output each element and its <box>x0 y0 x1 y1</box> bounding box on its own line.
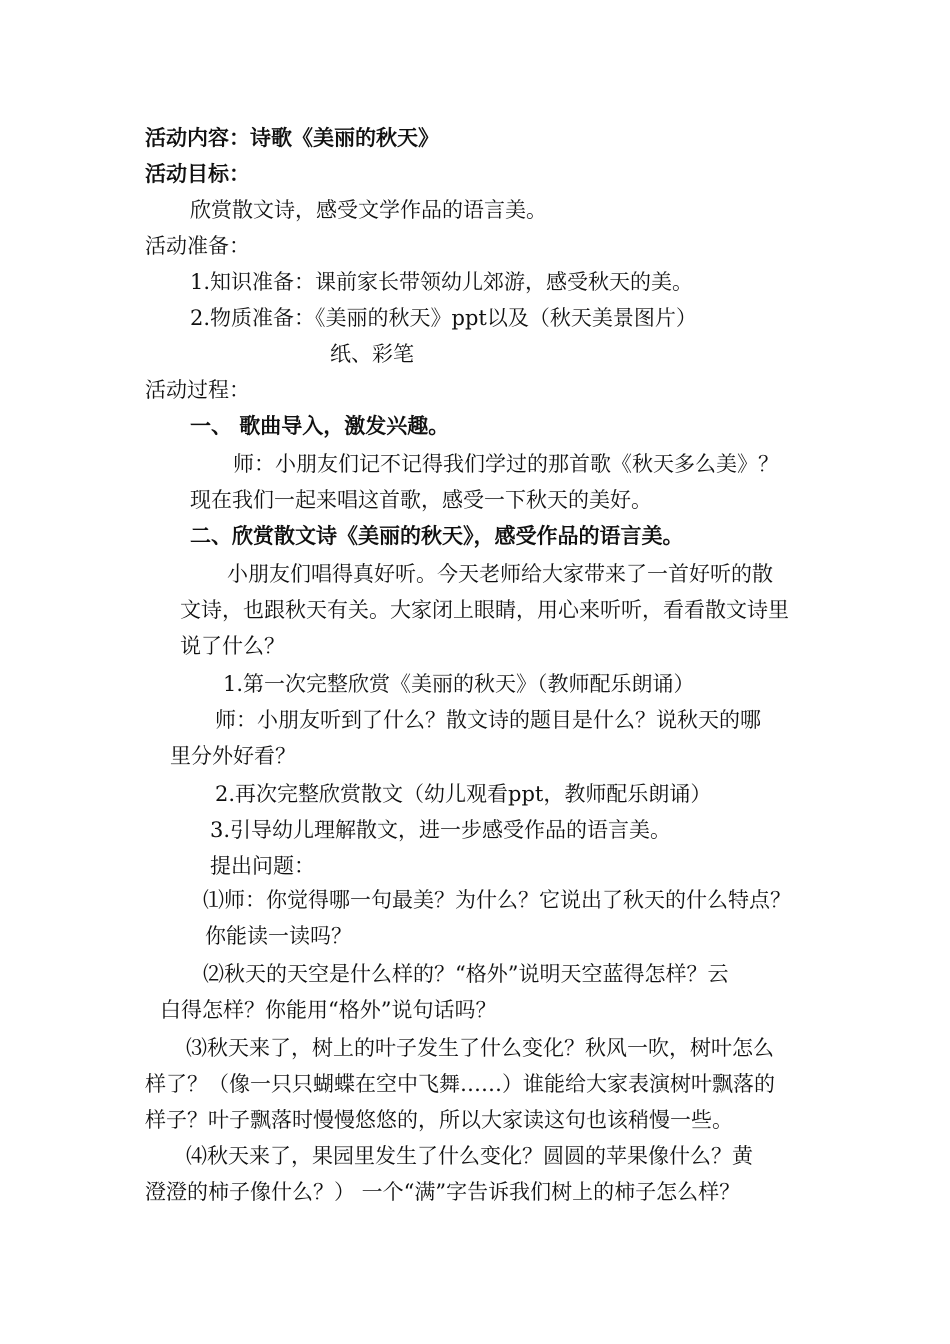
paragraph-line: 你能读一读吗？ <box>205 924 352 948</box>
paragraph-line: 说了什么？ <box>180 634 285 658</box>
step-1: 1.第一次完整欣赏《美丽的秋天》（教师配乐朗诵） <box>223 672 695 696</box>
activity-prep-heading: 活动准备： <box>145 234 250 258</box>
paragraph-line: 文诗，也跟秋天有关。大家闭上眼睛，用心来听听，看看散文诗里 <box>180 598 789 622</box>
paragraph-line: 师：小朋友们记不记得我们学过的那首歌《秋天多么美》？ <box>233 452 779 476</box>
step-2: 2.再次完整欣赏散文（幼儿观看ppt，教师配乐朗诵） <box>215 782 712 806</box>
paragraph-line: 样了？（像一只只蝴蝶在空中飞舞……）谁能给大家表演树叶飘落的 <box>145 1072 775 1096</box>
question-3: ⑶秋天来了，树上的叶子发生了什么变化？秋风一吹，树叶怎么 <box>186 1036 774 1060</box>
prep-item-1: 1.知识准备：课前家长带领幼儿郊游，感受秋天的美。 <box>190 270 694 294</box>
paragraph-line: 白得怎样？你能用“格外”说句话吗？ <box>160 998 497 1022</box>
question-2: ⑵秋天的天空是什么样的？“格外”说明天空蓝得怎样？云 <box>203 962 729 986</box>
activity-content-heading: 活动内容：诗歌《美丽的秋天》 <box>145 125 439 150</box>
section-2-heading: 二、欣赏散文诗《美丽的秋天》，感受作品的语言美。 <box>190 523 684 548</box>
question-4: ⑷秋天来了，果园里发生了什么变化？圆圆的苹果像什么？黄 <box>186 1144 753 1168</box>
prep-item-2-cont: 纸、彩笔 <box>330 342 414 366</box>
paragraph-line: 样子？叶子飘落时慢慢悠悠的，所以大家读这句也该稍慢一些。 <box>145 1108 733 1132</box>
goal-text: 欣赏散文诗，感受文学作品的语言美。 <box>190 198 547 222</box>
activity-goal-heading: 活动目标： <box>145 161 250 186</box>
paragraph-line: 现在我们一起来唱这首歌，感受一下秋天的美好。 <box>190 488 652 512</box>
question-1: ⑴师：你觉得哪一句最美？为什么？它说出了秋天的什么特点？ <box>203 888 791 912</box>
paragraph-line: 师：小朋友听到了什么？散文诗的题目是什么？说秋天的哪 <box>215 708 761 732</box>
question-intro: 提出问题： <box>210 854 315 878</box>
step-3: 3.引导幼儿理解散文，进一步感受作品的语言美。 <box>210 818 672 842</box>
section-1-heading: 一、 歌曲导入，激发兴趣。 <box>190 413 450 438</box>
paragraph-line: 小朋友们唱得真好听。今天老师给大家带来了一首好听的散 <box>227 562 773 586</box>
prep-item-2: 2.物质准备：《美丽的秋天》ppt以及（秋天美景图片） <box>190 306 697 330</box>
paragraph-line: 澄澄的柿子像什么？） 一个“满”字告诉我们树上的柿子怎么样？ <box>145 1180 741 1204</box>
paragraph-line: 里分外好看？ <box>170 744 296 768</box>
activity-process-heading: 活动过程： <box>145 378 250 402</box>
